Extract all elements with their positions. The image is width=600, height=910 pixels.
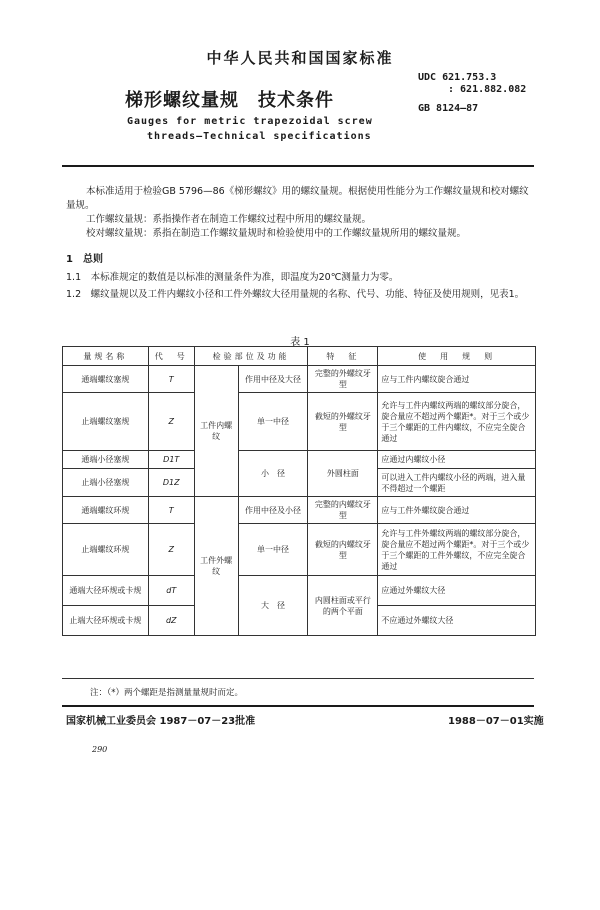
table-row [63,451,536,469]
gauge-rule: 应与工件外螺纹旋合通过 [378,497,536,524]
gauge-name: 止端螺纹环规 [63,524,149,576]
gauge-code: D1T [148,451,194,469]
gauge-function: 单一中径 [238,524,308,576]
header-divider [62,165,534,167]
gauge-rule: 允许与工件内螺纹两端的螺纹部分旋合，旋合量应不超过两个螺距*。对于三个或少于三个螺距的工件内螺纹，不应完全旋合通过 [378,393,536,451]
group-internal-thread: 工件内螺纹 [194,366,238,497]
gauge-code: T [148,497,194,524]
gauge-rule: 应与工件内螺纹旋合通过 [378,366,536,393]
gauge-rule: 应通过内螺纹小径 [378,451,536,469]
gauge-code: Z [148,524,194,576]
implementation-date: 1988－07－01实施 [448,716,544,727]
title-english-line-2: threads—Technical specifications [147,131,372,142]
table-header-row [63,347,536,366]
approval-line: 国家机械工业委员会 1987－07－23批准 [66,716,256,727]
udc-line-2: : 621.882.082 [448,84,527,95]
gauge-code: dT [148,576,194,606]
clause-1-1: 1.1 本标准规定的数值是以标准的测量条件为准，即温度为20℃测量力为零。 [66,272,399,283]
gauge-spec-table [62,346,536,636]
section-1-items [66,271,536,302]
header-gauge-name: 量规名称 [63,347,149,366]
title-chinese: 梯形螺纹量规 技术条件 [125,90,334,111]
table-row [63,524,536,576]
gauge-rule: 允许与工件外螺纹两端的螺纹部分旋合，旋合量应不超过两个螺距*。对于三个或少于三个螺距的工件外螺纹，不应完全旋合通过 [378,524,536,576]
table-caption: 表 1 [290,337,310,348]
title-english-line-1: Gauges for metric trapezoidal screw [127,116,373,127]
group-external-thread: 工件外螺纹 [194,497,238,636]
title-english [127,114,373,144]
gauge-feature: 完整的内螺纹牙型 [308,497,378,524]
gb-number: GB 8124—87 [418,103,479,114]
intro-paragraph-3: 校对螺纹量规：系指在制造工作螺纹量规时和检验使用中的工作螺纹量规所用的螺纹量规。 [86,228,467,239]
header-rule: 使 用 规 则 [378,347,536,366]
gauge-rule: 应通过外螺纹大径 [378,576,536,606]
intro-paragraph-1: 本标准适用于检验GB 5796—86《梯形螺纹》用的螺纹量规。根据使用性能分为工作螺纹量规和校对螺纹量规。 [66,186,529,211]
gauge-name: 通端螺纹塞规 [63,366,149,393]
table-row [63,366,536,393]
header-feature: 特 征 [308,347,378,366]
header-code: 代 号 [148,347,194,366]
gauge-feature: 截短的内螺纹牙型 [308,524,378,576]
gauge-code: D1Z [148,469,194,497]
gauge-function: 小 径 [238,451,308,497]
gauge-code: Z [148,393,194,451]
footnote-divider [62,678,534,679]
udc-line-1: UDC 621.753.3 [418,72,497,83]
gauge-function: 单一中径 [238,393,308,451]
gauge-rule: 可以进入工件内螺纹小径的两端，进入量不得超过一个螺距 [378,469,536,497]
footer-divider [62,705,534,707]
udc-code [418,72,526,96]
table-row [63,497,536,524]
section-1-heading: 1 总则 [66,254,103,265]
table-row [63,576,536,606]
gauge-name: 通端小径塞规 [63,451,149,469]
gauge-name: 止端大径环规或卡规 [63,606,149,636]
gauge-name: 通端螺纹环规 [63,497,149,524]
gauge-feature: 外圆柱面 [308,451,378,497]
gauge-name: 通端大径环规或卡规 [63,576,149,606]
gauge-code: T [148,366,194,393]
gauge-function: 大 径 [238,576,308,636]
gauge-name: 止端小径塞规 [63,469,149,497]
intro-text [66,185,536,241]
page-number: 290 [92,745,108,754]
table-row [63,393,536,451]
footnote: 注：（*）两个螺距是指测量量规时而定。 [90,688,244,698]
gauge-function: 作用中径及大径 [238,366,308,393]
gauge-name: 止端螺纹塞规 [63,393,149,451]
gauge-rule: 不应通过外螺纹大径 [378,606,536,636]
header-function: 检验部位及功能 [194,347,308,366]
standard-type-title: 中华人民共和国国家标准 [206,49,394,67]
gauge-function: 作用中径及小径 [238,497,308,524]
gauge-feature: 截短的外螺纹牙型 [308,393,378,451]
clause-1-2: 1.2 螺纹量规以及工件内螺纹小径和工件外螺纹大径用量规的名称、代号、功能、特征及使用规则，见表1。 [66,289,525,300]
gauge-feature: 完整的外螺纹牙型 [308,366,378,393]
gauge-code: dZ [148,606,194,636]
gauge-feature: 内圆柱面或平行的两个平面 [308,576,378,636]
intro-paragraph-2: 工作螺纹量规：系指操作者在制造工作螺纹过程中所用的螺纹量规。 [86,214,372,225]
